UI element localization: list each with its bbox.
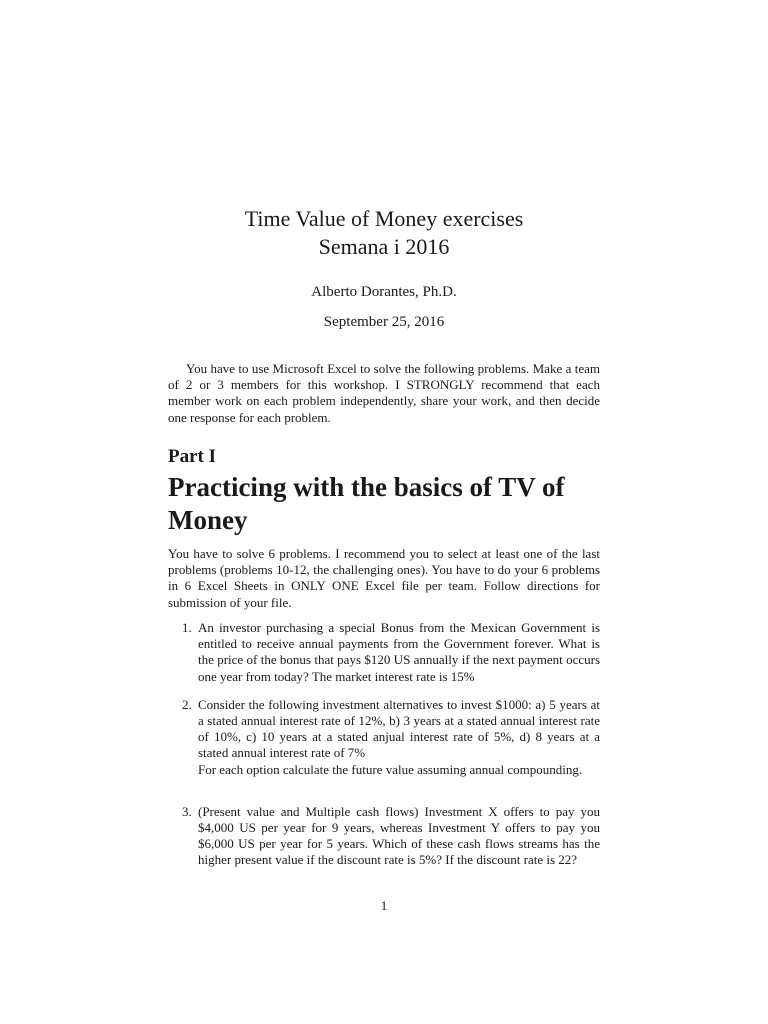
problem-item <box>168 620 600 685</box>
title-line-1: Time Value of Money exercises <box>244 206 524 231</box>
date: September 25, 2016 <box>323 314 445 330</box>
document-title <box>0 205 768 261</box>
page-number: 1 <box>380 898 388 913</box>
author: Alberto Dorantes, Ph.D. <box>311 284 457 300</box>
problem-item <box>168 697 600 778</box>
title-line-2: Semana i 2016 <box>318 234 450 259</box>
title-block <box>0 205 768 331</box>
intro-paragraph: You have to use Microsoft Excel to solve the following problems. Make a team of 2 or 3 members for this workshop. I STRONGLY recommend that each member work on each problem independently, share your work, and then decide one response for each problem. <box>168 361 600 425</box>
part-title: Practicing with the basics of TV of Money <box>168 472 565 535</box>
problem-item <box>168 804 600 869</box>
problem-number: 1. <box>182 620 192 635</box>
problem-text: An investor purchasing a special Bonus from the Mexican Government is entitled to receive annual payments from the Government forever. What is the price of the bonus that pays $120 US annually if the next payment occurs one year from today? The market interest rate is 15% <box>198 620 600 684</box>
problem-list <box>168 620 600 869</box>
part-label: Part I <box>168 446 217 467</box>
part-intro-paragraph: You have to solve 6 problems. I recommend you to select at least one of the last problems (problems 10-12, the challenging ones). You have to do your 6 problems in 6 Excel Sheets in ONLY ONE Excel file per team. Follow directions for submission of your file. <box>168 546 600 610</box>
problem-text: Consider the following investment alternatives to invest $1000: a) 5 years at a stated annual interest rate of 12%, b) 3 years at a stated annual interest rate of 10%, c) 10 years at a stated anjual interest rate of 5%, d) 8 years at a stated annual interest rate of 7% <box>198 696 600 761</box>
problem-number: 2. <box>182 696 192 712</box>
problem-number: 3. <box>182 803 192 819</box>
problem-note: For each option calculate the future value assuming annual compounding. <box>198 761 583 777</box>
problem-text: (Present value and Multiple cash flows) Investment X offers to pay you $4,000 US per year for 9 years, whereas Investment Y offers to pay you $6,000 US per year for 5 years. Which of these cash flows streams has the higher present value if the discount rate is 5%? If the discount rate is 22? <box>198 803 600 868</box>
